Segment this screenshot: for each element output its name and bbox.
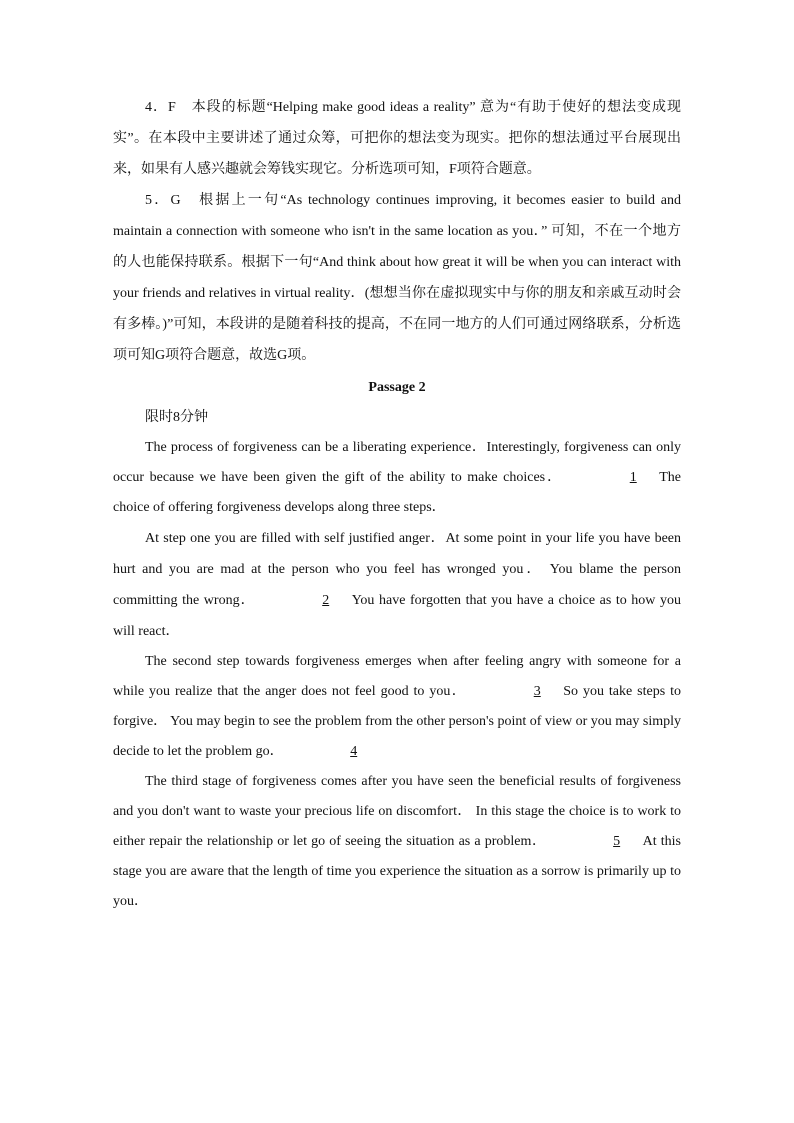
paragraph-text: At this stage you are aware that the length of time you experience the situation as a sorrow is primarily up to you． [113,834,681,909]
paragraph-text: The second step towards forgiveness emerges when after feeling angry with someone for a while you realize that the anger does not feel good to you． [113,654,681,699]
paragraph-text: At step one you are filled with self justified anger．At some point in your life you have been hurt and you are mad at the person who you feel has wronged you． You blame the person committing the wrong． [113,531,681,608]
answer-explanation-4: 4．F 本段的标题“Helping make good ideas a reality” 意为“有助于使好的想法变成现实”。在本段中主要讲述了通过众筹，可把你的想法变为现实。把你的想法通过平台展现出来，如果有人感兴趣就会筹钱实现它。分析选项可知，F项符合题意。 [113,100,681,177]
passage-paragraph-4 [113,767,681,917]
blank-5: 5 [613,834,621,849]
passage-paragraph-3 [113,647,681,767]
passage-title: Passage 2 [368,380,426,395]
blank-3: 3 [533,684,541,699]
answer-explanation-5: 5．G 根据上一句“As technology continues improving, it becomes easier to build and maintain a connection with someone who isn't in the same location as you．” 可知，不在一个地方的人也能保持联系。根据下一句“And think about how great it will be when you can interact with your friends and relatives in virtual reality．(想想当你在虚拟现实中与你的朋友和亲戚互动时会有多棒。)”可知，本段讲的是随着科技的提高，不在同一地方的人们可通过网络联系，分析选项可知G项符合题意，故选G项。 [113,193,681,363]
paragraph-text: You have forgotten that you have a choice as to how you will react． [113,593,681,639]
paragraph-text: The choice of offering forgiveness develops along three steps． [113,470,681,515]
blank-4: 4 [350,744,358,759]
paragraph-text: So you take steps to forgive． You may begin to see the problem from the other person's point of view or you may simply decide to let the problem go． [113,684,682,759]
paragraph-text: The third stage of forgiveness comes after you have seen the beneficial results of forgiveness and you don't want to waste your precious life on discomfort． In this stage the choice is to work to either repair the relationship or let go of seeing the situation as a problem． [113,774,681,849]
passage-paragraph-2 [113,523,681,647]
passage-paragraph-1 [113,433,681,523]
blank-1: 1 [629,470,637,485]
paragraph-text: The process of forgiveness can be a liberating experience．Interestingly, forgiveness can only occur because we have been given the gift of the ability to make choices． [113,440,681,485]
document-page [113,92,681,917]
time-limit: 限时8分钟 [145,410,208,425]
blank-2: 2 [322,593,330,608]
